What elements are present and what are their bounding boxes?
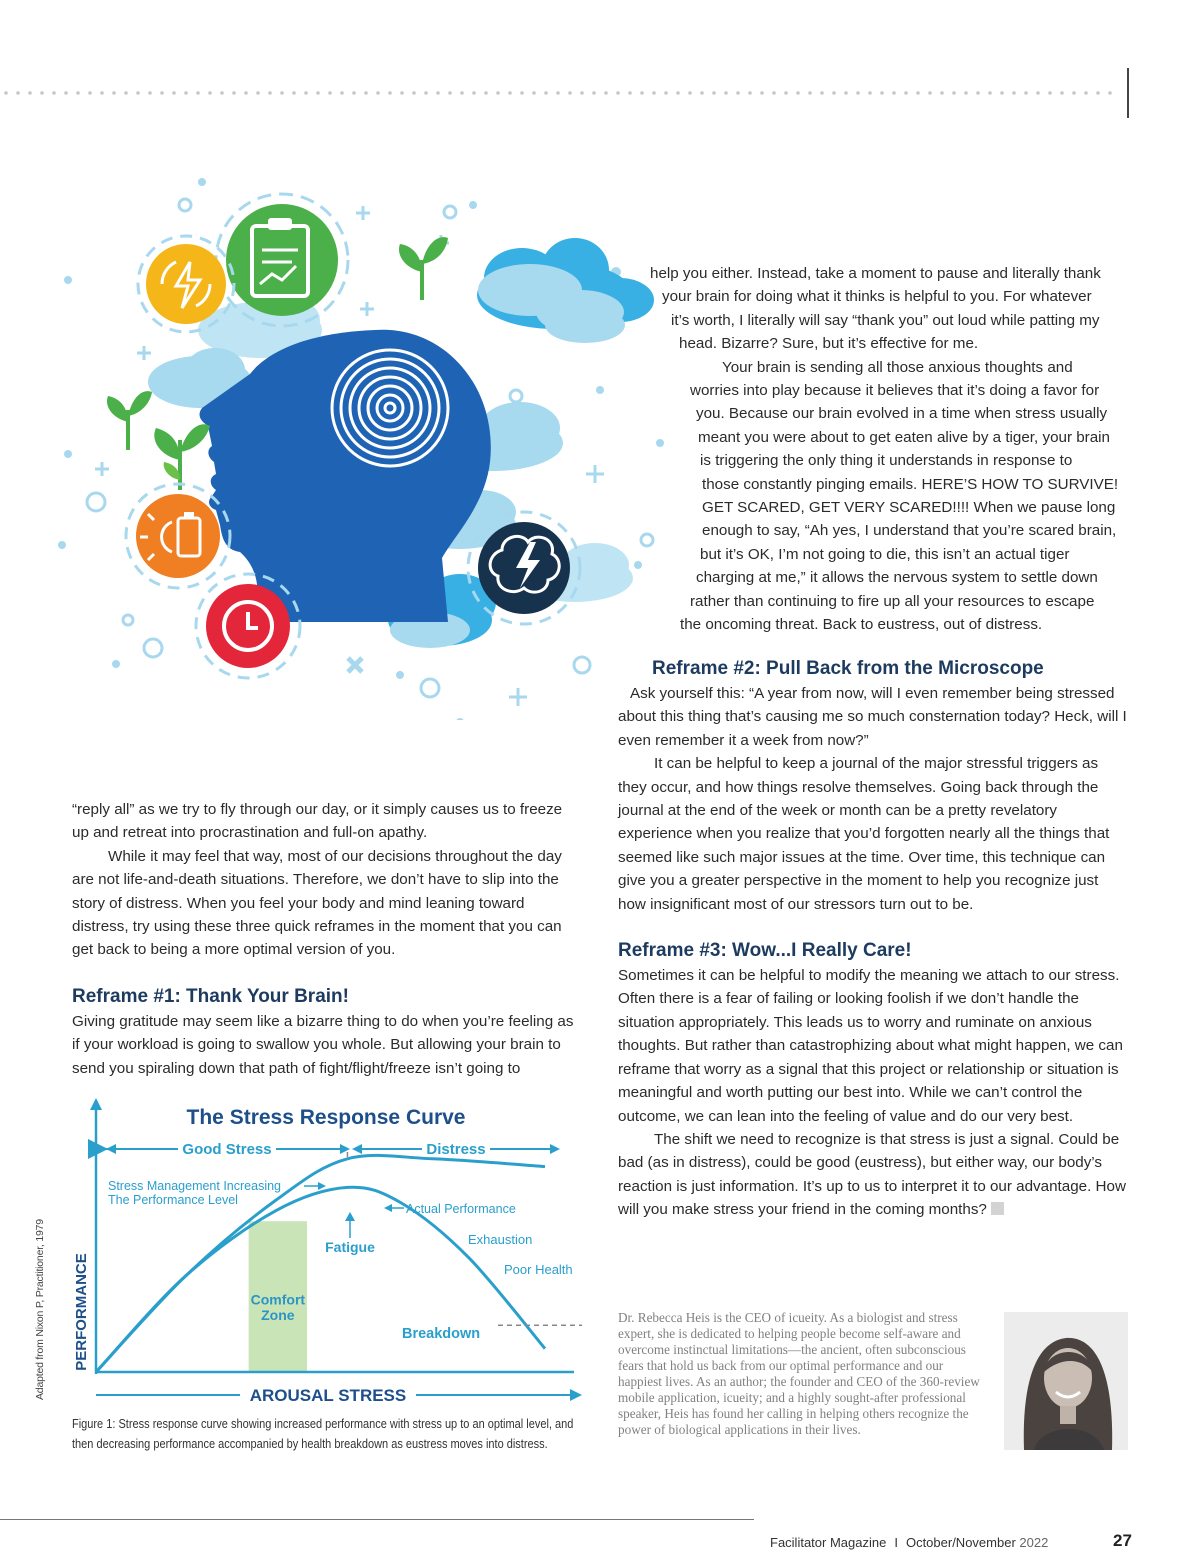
annotation-actual-performance: Actual Performance [406,1202,516,1216]
arrow-up-icon [345,1212,355,1221]
heading-reframe-3: Reframe #3: Wow...I Really Care! [618,940,912,962]
text-line: meant you were about to get eaten alive by a tiger, your brain [698,428,1111,446]
right-column [618,656,1130,1222]
paragraph: It can be helpful to keep a journal of the major stressful triggers as they occur, and how things resolve themselves. Going back through the journal at the end of the week or month can be a pretty revelatory experience when you realize that you’d forgotten nearly all the things that seemed like such major issues at the time. Over time, this technique can give you a greater perspective in the moment to help you recognize just how insignificant most of our stressors turn out to be. [618,755,1110,913]
arrow-right-icon [550,1144,560,1154]
paragraph: Ask yourself this: “A year from now, will I even remember being stressed about this thing that’s causing me so much consternation today? Heck, will I even remember it a week from now?” [618,685,1127,749]
author-photo [1004,1312,1128,1450]
annotation-poor-health: Poor Health [504,1262,573,1277]
paragraph [618,1128,1130,1222]
heading-reframe-2: Reframe #2: Pull Back from the Microscope [652,658,1044,679]
energy-cycle-icon [146,244,226,324]
text-line: is triggering the only thing it understands in response to [700,452,1073,470]
text-line: enough to say, “Ah yes, I understand that you’re scared brain, [702,522,1117,540]
arrow-right-icon [318,1182,326,1190]
plant-sprout-icon [399,237,448,300]
paragraph: Sometimes it can be helpful to modify the meaning we attach to our stress. Often there is a fear of failing or looking foolish if we don’t handle the situation appropriately. This leads us to worry and ruminate on anxious thoughts. But rather than catastrophizing about what might happen, we can reframe that worry as a signal that this project or relationship or situation is meaningful and worth putting our best into. While we can’t control the outcome, we can lean into the feeling of value and do our very best. [618,967,1123,1125]
text-line: your brain for doing what it thinks is helpful to you. For whatever [662,288,1092,306]
top-vertical-bar [1127,68,1129,118]
heading-reframe-1: Reframe #1: Thank Your Brain! [72,985,349,1007]
plant-sprout-icon [107,391,152,450]
chart-title: The Stress Response Curve [186,1106,466,1129]
region-label-distress: Distress [426,1141,486,1158]
annotation-exhaustion: Exhaustion [468,1232,533,1247]
paragraph: Giving gratitude may seem like a bizarre thing to do when you’re feeling as if your workload is going to swallow you whole. But allowing your brain to send you spiraling down that path of fight/flight/freeze isn’t going to [72,1012,574,1077]
footer [770,1535,1048,1550]
arrow-right-icon [340,1144,350,1154]
right-flow-text [640,262,1128,637]
x-axis-label: AROUSAL STRESS [249,1386,407,1405]
annotation-management: The Performance Level [108,1193,238,1207]
text-line: charging at me,” it allows the nervous system to settle down [696,569,1098,587]
arrow-up-icon [90,1098,102,1110]
paragraph: “reply all” as we try to fly through our day, or it simply causes us to freeze up and retreat into procrastination and full-on apathy. [72,801,563,842]
footer-separator: I [894,1535,898,1550]
text-line: rather than continuing to fire up all your resources to escape [690,592,1095,610]
text-line: but it’s OK, I’m not going to die, this isn’t an actual tiger [700,545,1070,563]
paragraph: While it may feel that way, most of our decisions throughout the day are not life-and-death situations. Therefore, we don’t have to slip into the story of distress. When you feel your body and mind leaning toward distress, try using these three quick reframes in the moment that you can get back to being a more optimal version of you. [72,847,562,959]
issue-label: October/November [905,1535,1016,1550]
annotation-management: Stress Management Increasing [108,1179,282,1193]
y-axis-label: PERFORMANCE [73,1253,90,1371]
author-portrait-image [1004,1312,1128,1450]
magazine-name: Facilitator Magazine [770,1535,887,1550]
arrow-left-icon [352,1144,362,1154]
arrow-left-icon [106,1144,116,1154]
figure-caption: Figure 1: Stress response curve showing increased performance with stress up to an optimal level, and then decreasing performance accompanied by health breakdown as eustress moves into distress. [72,1417,574,1451]
text-line: worries into play because it believes that it’s doing a favor for [690,382,1100,400]
issue-year: 2022 [1019,1535,1049,1550]
figure-credit: Adapted from Nixon P, Practitioner, 1979 [34,1219,46,1400]
comfort-zone-label: Zone [261,1307,295,1323]
region-label-good-stress: Good Stress [182,1141,272,1158]
footer-rule [0,1519,754,1520]
paragraph-text: The shift we need to recognize is that stress is just a signal. Could be bad (as in distress), could be good (eustress), but either way, our body’s reaction is just information. It’s up to us to interpret it to our advantage. How will you make stress your friend in the coming months? [618,1130,1126,1219]
left-column [72,798,580,1080]
text-line: those constantly pinging emails. HERE’S HOW TO SURVIVE! [702,475,1119,493]
text-line: it’s worth, I literally will say “thank you” out loud while patting my [671,311,1100,329]
text-line: Your brain is sending all those anxious thoughts and [722,358,1073,376]
annotation-fatigue: Fatigue [325,1239,375,1255]
top-dotted-rule [0,90,1120,96]
author-bio: Dr. Rebecca Heis is the CEO of icueity. As a biologist and stress expert, she is dedicated to helping people become self-aware and overcome instinctual limitations—the ancient, often subconscious fears that hold us back from our optimal performance and our happiest lives. As an author; the founder and CEO of the 360-review mobile application, icueity; and a highly sought-after professional speaker, Heis has found her calling in helping others recognize the power of biological applications in their lives. [618,1310,980,1437]
end-mark-icon [991,1202,1004,1215]
annotation-breakdown: Breakdown [402,1326,481,1342]
text-line: help you either. Instead, take a moment to pause and literally thank [650,265,1101,282]
plant-sprout-icon [154,424,210,490]
page-number: 27 [1113,1531,1132,1550]
text-line: the oncoming threat. Back to eustress, out of distress. [680,616,1043,634]
stress-response-chart [40,1092,600,1412]
text-line: GET SCARED, GET VERY SCARED!!!! When we pause long [702,499,1116,517]
decor-cross [348,658,362,672]
text-line: you. Because our brain evolved in a time when stress usually [696,405,1108,423]
text-line: head. Bizarre? Sure, but it’s effective for me. [679,335,979,353]
stress-head-illustration [30,160,670,720]
comfort-zone-label: Comfort [250,1291,306,1308]
